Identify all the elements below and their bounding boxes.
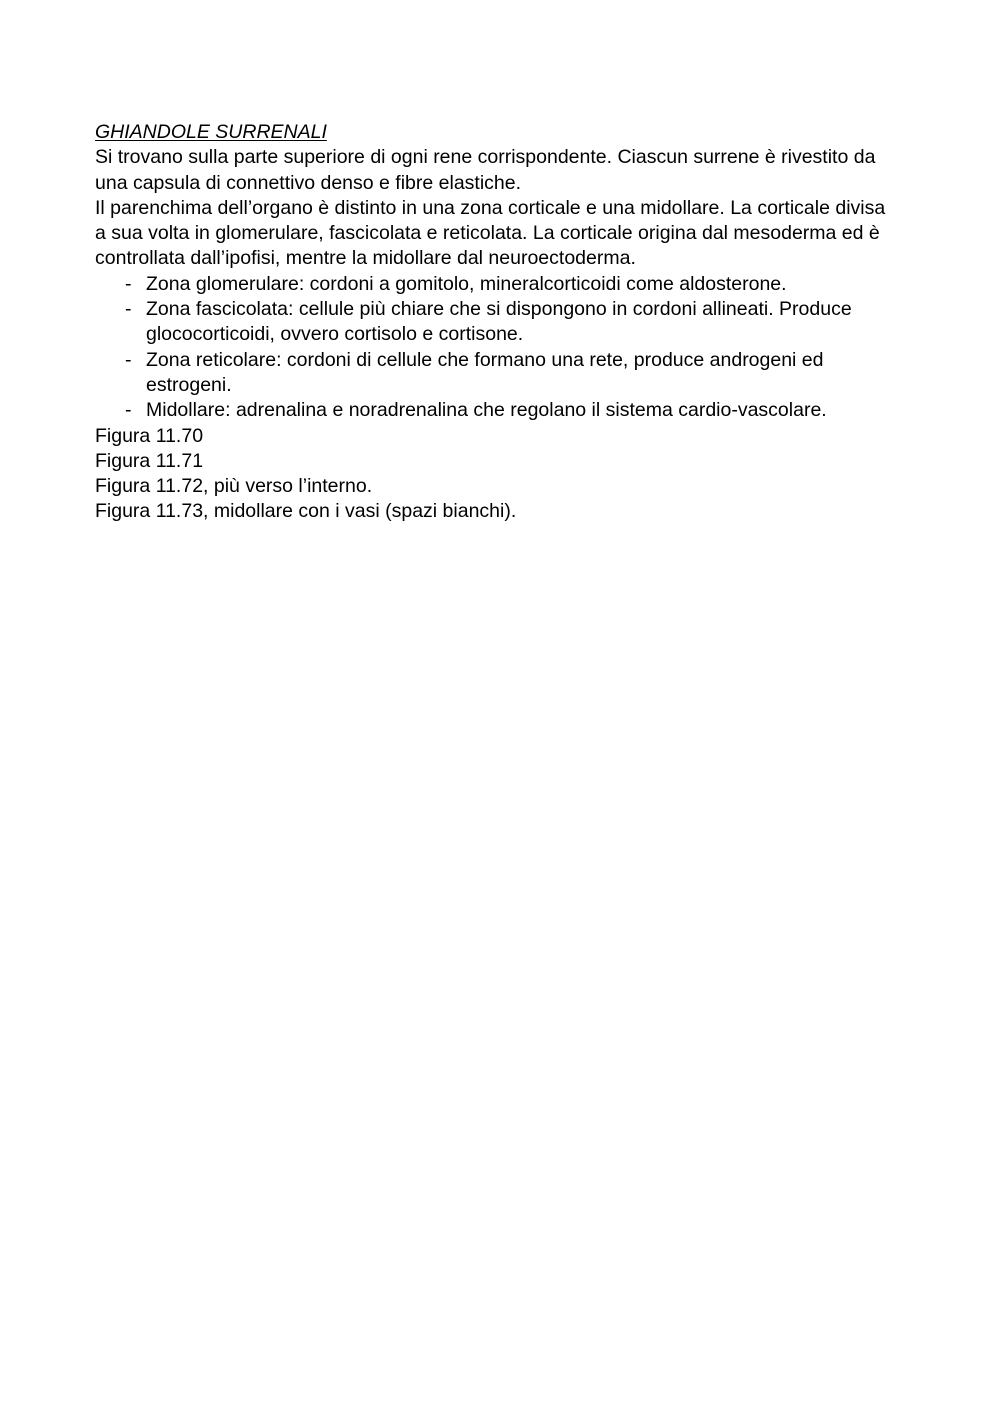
bullet-dash: - bbox=[125, 298, 132, 321]
list-item-text: Zona reticolare: cordoni di cellule che formano una rete, produce androgeni ed estrogeni. bbox=[146, 348, 824, 396]
document-page bbox=[95, 120, 895, 525]
list-item-zona-reticolare bbox=[95, 348, 895, 399]
list-item-zona-fascicolata bbox=[95, 297, 895, 348]
bullet-dash: - bbox=[125, 272, 132, 295]
figure-reference: Figura 11.72, più verso l’interno. bbox=[95, 475, 373, 498]
list-item-text: Zona fascicolata: cellule più chiare che si dispongono in cordoni allineati. Produce glococorticoidi, ovvero cortisolo e cortisone. bbox=[146, 298, 852, 346]
list-item-text: Zona glomerulare: cordoni a gomitolo, mineralcorticoidi come aldosterone. bbox=[146, 272, 787, 295]
list-item-zona-glomerulare bbox=[95, 272, 895, 297]
list-item-text: Midollare: adrenalina e noradrenalina che regolano il sistema cardio-vascolare. bbox=[146, 399, 827, 422]
figure-reference: Figura 11.73, midollare con i vasi (spazi bianchi). bbox=[95, 500, 517, 523]
figure-reference: Figura 11.71 bbox=[95, 449, 204, 472]
section-title: GHIANDOLE SURRENALI bbox=[95, 121, 327, 143]
zone-list bbox=[95, 272, 895, 424]
bullet-dash: - bbox=[125, 399, 132, 422]
bullet-dash: - bbox=[125, 348, 132, 371]
intro-paragraph: Si trovano sulla parte superiore di ogni rene corrispondente. Ciascun surrene è rivestito da una capsula di connettivo denso e fibre elastiche. bbox=[95, 146, 876, 194]
parenchyma-paragraph: Il parenchima dell’organo è distinto in una zona corticale e una midollare. La corticale divisa a sua volta in glomerulare, fascicolata e reticolata. La corticale origina dal mesoderma ed è controllata dall’ipofisi, mentre la midollare dal neuroectoderma. bbox=[95, 196, 886, 270]
list-item-midollare bbox=[95, 398, 895, 423]
figure-reference: Figura 11.70 bbox=[95, 424, 204, 447]
